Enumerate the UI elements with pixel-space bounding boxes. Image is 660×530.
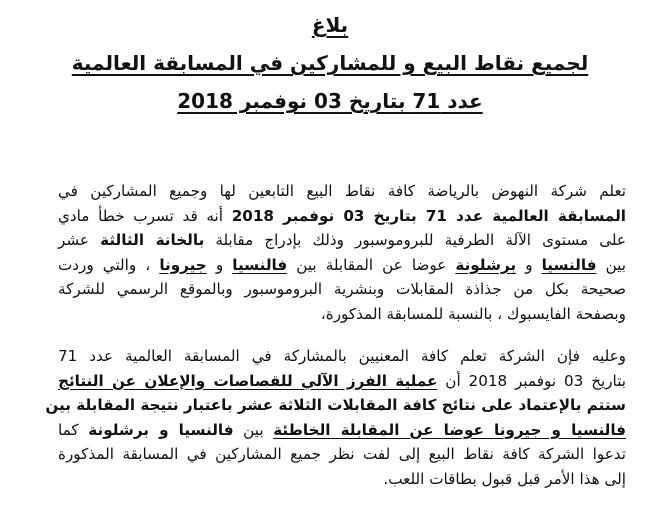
paragraph-line: المسابقة العالمية عدد 71 بتاريخ 03 نوفمبر 2018 أنه قد تسرب خطأ مادي [58, 206, 626, 225]
paragraph-line: فالنسيا و جيرونا عوضا عن المقابلة الخاطئة بين فالنسيا و برشلونة كما [58, 420, 626, 439]
paragraph-line: وعليه فإن الشركة تعلم كافة المعنيين بالمشاركة في المسابقة العالمية عدد 71 [58, 347, 626, 365]
paragraph-announcement [58, 179, 626, 326]
paragraph-resolution [45, 344, 626, 491]
team-name: جيرونا [159, 255, 207, 274]
paragraph-line: وبصفحة الفايسبوك ، بالنسبة للمسابقة المذكورة، [320, 304, 626, 323]
title-block [0, 6, 660, 120]
paragraph-line: تعلم شركة النهوض بالرياضة كافة نقاط البيع التابعين لها وجميع المشاركين في [58, 182, 626, 200]
paragraph-line: صحيحة بكل من جذاذة المقابلات وبنشرية البروموسبور وبالموقع الرسمي للشركة [58, 280, 626, 298]
slot-reference: بالخانة الثالثة [100, 231, 205, 249]
results-basis: ستتم بالإعتماد على نتائج كافة المقابلات الثلاثة عشر باعتبار نتيجة المقابلة بين [45, 396, 626, 414]
wrong-match: فالنسيا و برشلونة [88, 420, 234, 439]
paragraph-line: إلى هذا الأمر قبل قبول بطاقات اللعب. [383, 469, 626, 488]
paragraph-line: تدعوا الشركة كافة نقاط البيع إلى لفت نظر جميع المشاركين في المسابقة المذكورة [58, 445, 626, 463]
paragraph-line: على مستوى الآلة الطرفية للبروموسبور وذلك بإدراج مقابلة بالخانة الثالثة عشر [58, 231, 626, 249]
competition-reference: المسابقة العالمية عدد 71 بتاريخ 03 نوفمبر 2018 [231, 206, 626, 225]
team-name: برشلونة [455, 255, 517, 274]
document-addressee: لجميع نقاط البيع و للمشاركين في المسابقة العالمية [71, 51, 589, 75]
team-name: فالنسيا [232, 255, 288, 274]
paragraph-line: بتاريخ 03 نوفمبر 2018 أن عملية الفرز الآلي للقصاصات والإعلان عن النتائج [58, 371, 626, 390]
sorting-process: عملية الفرز الآلي للقصاصات والإعلان عن النتائج [58, 371, 438, 390]
paragraph-line [45, 393, 626, 418]
team-name: فالنسيا [541, 255, 597, 274]
paragraph-line: بين فالنسيا و برشلونة عوضا عن المقابلة بين فالنسيا و جيرونا ، والتي وردت [58, 255, 626, 274]
correct-match: فالنسيا و جيرونا عوضا عن المقابلة الخاطئة [273, 420, 626, 439]
document-heading: بلاغ [311, 13, 349, 37]
document-issue-date: عدد 71 بتاريخ 03 نوفمبر 2018 [177, 89, 483, 113]
